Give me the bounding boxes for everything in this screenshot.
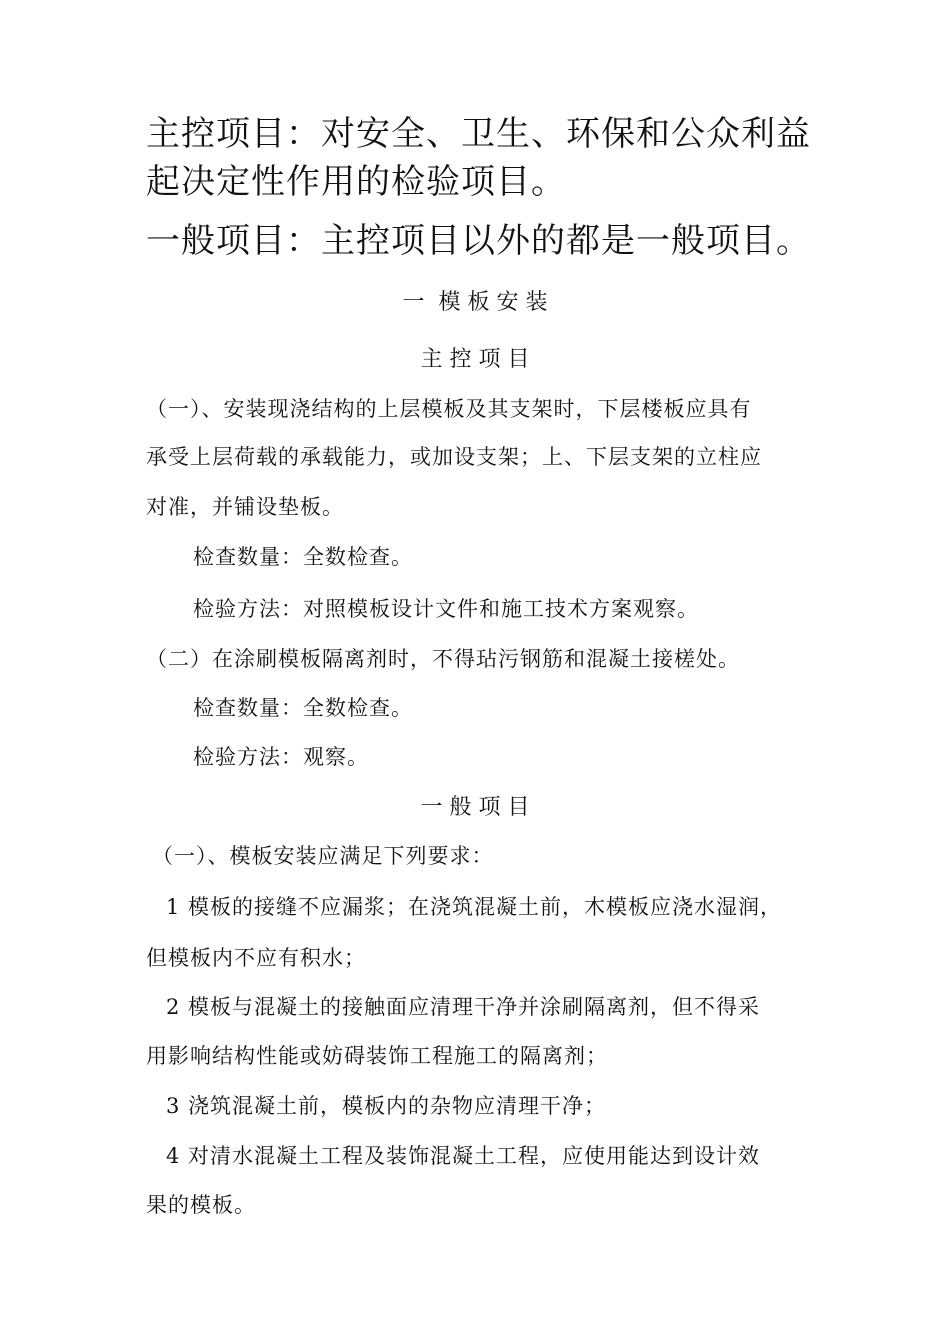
main-item2-check-quantity: 检查数量：全数检查。 bbox=[193, 696, 413, 720]
main-item1-line2: 承受上层荷载的承载能力，或加设支架；上、下层支架的立柱应 bbox=[146, 445, 762, 469]
general-req3-line1: 3 浇筑混凝土前，模板内的杂物应清理干净； bbox=[166, 1094, 607, 1118]
main-item1-line1: （一）、安装现浇结构的上层模板及其支架时，下层楼板应具有 bbox=[146, 397, 752, 421]
main-control-heading: 主 控 项 目 bbox=[420, 347, 530, 372]
main-item-definition-line2: 起决定性作用的检验项目。 bbox=[146, 162, 566, 202]
general-req4-line1: 4 对清水混凝土工程及装饰混凝土工程，应使用能达到设计效 bbox=[166, 1144, 761, 1168]
general-item-definition: 一般项目：主控项目以外的都是一般项目。 bbox=[146, 221, 811, 261]
main-item1-line3: 对准，并铺设垫板。 bbox=[146, 495, 344, 519]
general-req2-line1: 2 模板与混凝土的接触面应清理干净并涂刷隔离剂，但不得采 bbox=[166, 995, 761, 1019]
general-req4-line2: 果的模板。 bbox=[146, 1193, 256, 1217]
general-heading: 一 般 项 目 bbox=[420, 795, 530, 820]
main-item-definition-line1: 主控项目：对安全、卫生、环保和公众利益 bbox=[146, 114, 811, 154]
section-title: 一 模 板 安 装 bbox=[402, 290, 548, 315]
general-req2-line2: 用影响结构性能或妨碍装饰工程施工的隔离剂； bbox=[146, 1044, 608, 1068]
main-item1-check-method: 检验方法：对照模板设计文件和施工技术方案观察。 bbox=[193, 597, 699, 621]
general-item1-intro: （一）、模板安装应满足下列要求： bbox=[152, 844, 494, 868]
general-req1-line1: 1 模板的接缝不应漏浆；在浇筑混凝土前，木模板应浇水湿润， bbox=[166, 895, 783, 919]
main-item2-line1: （二）在涂刷模板隔离剂时，不得玷污钢筋和混凝土接槎处。 bbox=[146, 647, 740, 671]
main-item1-check-quantity: 检查数量：全数检查。 bbox=[193, 545, 413, 569]
general-req1-line2: 但模板内不应有积水； bbox=[146, 946, 366, 970]
main-item2-check-method: 检验方法：观察。 bbox=[193, 745, 369, 769]
